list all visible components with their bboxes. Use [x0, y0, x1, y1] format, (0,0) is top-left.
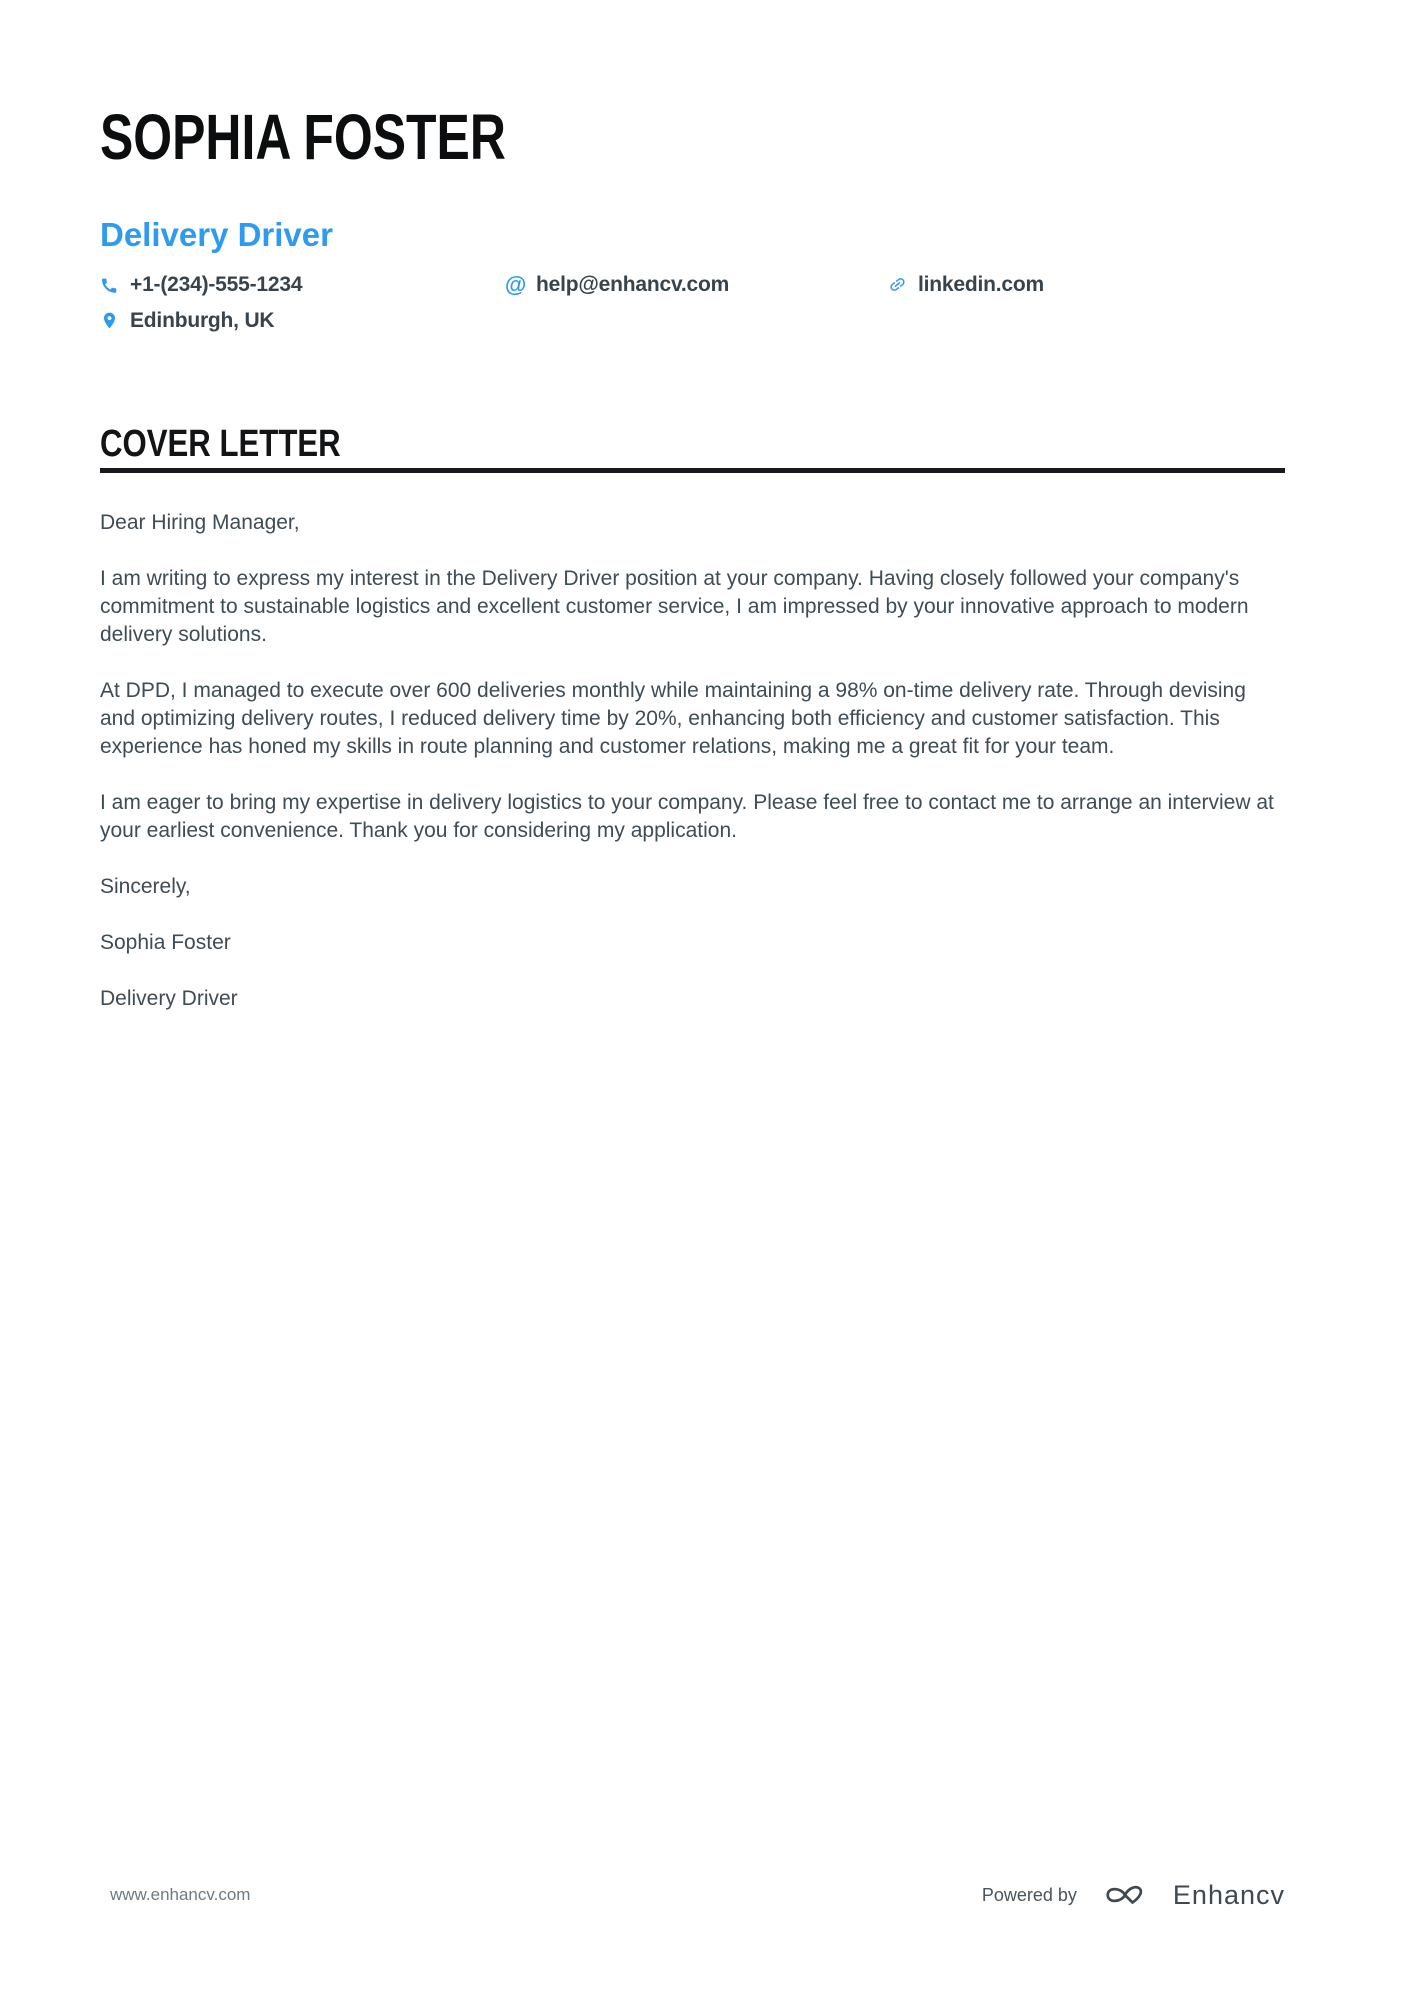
signature-name: Sophia Foster [100, 930, 231, 954]
enhancv-logo-icon [1101, 1879, 1149, 1911]
phone-contact [100, 273, 506, 297]
letter-body [100, 509, 1285, 1013]
page-footer [110, 1879, 1285, 1911]
job-title: Delivery Driver [100, 216, 333, 254]
link-icon [888, 275, 907, 294]
phone-number: +1-(234)-555-1234 [130, 272, 303, 296]
signature-title: Delivery Driver [100, 986, 238, 1010]
letter-paragraph: I am eager to bring my expertise in delivery logistics to your company. Please feel free to contact me to arrange an interview at your earliest convenience. Thank you for considering my application. [100, 790, 1274, 842]
at-icon: @ [504, 271, 527, 297]
phone-icon [100, 275, 119, 294]
email-contact[interactable] [506, 273, 888, 297]
location-text: Edinburgh, UK [130, 308, 275, 332]
linkedin-contact[interactable] [888, 273, 1044, 297]
salutation: Dear Hiring Manager, [100, 510, 300, 534]
letter-paragraph: At DPD, I managed to execute over 600 deliveries monthly while maintaining a 98% on-time delivery rate. Through devising and optimizing delivery routes, I reduced delivery time by 20%, enhancing both efficiency and customer satisfaction. This experience has honed my skills in route planning and customer relations, making me a great fit for your team. [100, 678, 1246, 758]
location-contact [100, 309, 506, 333]
powered-by-label: Powered by [981, 1884, 1077, 1905]
email-address[interactable]: help@enhancv.com [536, 272, 730, 296]
enhancv-website-link[interactable]: www.enhancv.com [110, 1885, 251, 1904]
contact-row-2 [100, 309, 1285, 333]
person-name: SOPHIA FOSTER [100, 101, 506, 173]
contact-row-1 [100, 273, 1285, 297]
linkedin-url[interactable]: linkedin.com [918, 272, 1044, 296]
contact-block [100, 273, 1285, 333]
enhancv-brand-name: Enhancv [1172, 1879, 1285, 1910]
letter-paragraph: I am writing to express my interest in the Delivery Driver position at your company. Having closely followed your company's commitment to sustainable logistics and excellent customer service, I am impressed by your innovative approach to modern delivery solutions. [100, 566, 1249, 646]
section-heading: COVER LETTER [100, 422, 341, 465]
cover-letter-section-header [100, 422, 1285, 473]
powered-by-group[interactable] [982, 1879, 1285, 1911]
closing: Sincerely, [100, 874, 191, 898]
location-icon [100, 311, 119, 330]
